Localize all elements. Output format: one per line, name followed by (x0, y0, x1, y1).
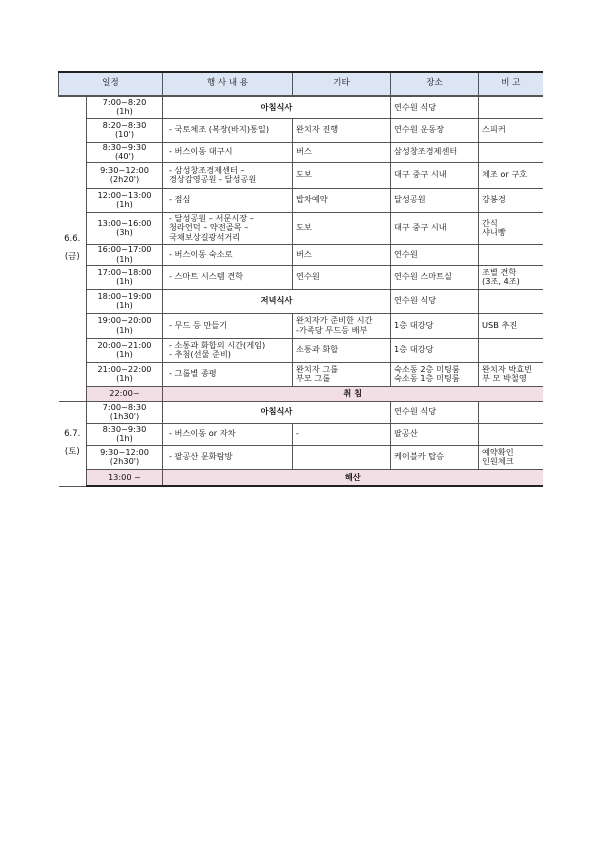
rows-9-etc-line: 완치자가 준비한 시간 (296, 315, 373, 326)
time-range: 22:00~ (109, 387, 140, 398)
duration: (10') (114, 129, 135, 139)
etc-cell (293, 265, 391, 289)
time-cell (87, 265, 163, 289)
schedule-row (59, 386, 543, 401)
time-range: 7:00~8:20 (102, 97, 147, 108)
remark-cell (479, 362, 543, 386)
time-cell (87, 313, 163, 338)
etc-cell (293, 244, 391, 265)
rows-1-etc-line: 완치자 진행 (296, 124, 339, 135)
schedule-row (59, 313, 543, 338)
time-cell (87, 244, 163, 265)
duration: (1h) (116, 106, 133, 117)
place-cell (391, 162, 479, 188)
day-weekday: (금) (64, 251, 80, 262)
day-date: 6.6. (64, 234, 81, 245)
event-cell (163, 338, 293, 362)
rows-15-place-line: 케이블카 탑승 (394, 451, 445, 462)
rows-6-etc-line: 버스 (296, 248, 312, 259)
rows-11-place-line: 숙소동 1층 미팅룸 (394, 373, 460, 383)
event-cell (163, 265, 293, 289)
rows-9-event-line: - 무드 등 만들기 (169, 319, 228, 330)
rows-4-etc-line: 밥차예약 (296, 194, 328, 205)
time-range: 9:30~12:00 (100, 446, 149, 457)
place-cell (391, 362, 479, 386)
meal-activity: 저녁식사 (163, 289, 391, 313)
rows-1-remark-line: 스피커 (482, 124, 506, 135)
rows-3-remark-line: 체조 or 구호 (482, 169, 528, 180)
rows-7-place-line: 연수원 스마트실 (394, 271, 452, 282)
rows-14-event-line: - 버스이동 or 자차 (169, 428, 236, 439)
place-cell: 연수원 식당 (391, 96, 479, 118)
remark-cell (479, 162, 543, 188)
schedule-row (59, 96, 543, 118)
schedule-row (59, 362, 543, 386)
remark-cell (479, 244, 543, 265)
duration: (1h) (116, 199, 133, 209)
schedule-row (59, 338, 543, 362)
time-cell (87, 142, 163, 162)
rows-15-remark-line: 예약확인 (482, 446, 514, 457)
remark-cell (479, 212, 543, 244)
header-place: 장소 (391, 72, 479, 96)
time-cell (87, 289, 163, 313)
time-cell (87, 362, 163, 386)
place-cell (391, 244, 479, 265)
schedule-row (59, 289, 543, 313)
rows-15-remark-line: 인원체크 (482, 456, 514, 466)
rows-11-event-line: - 그룹별 종평 (169, 368, 217, 379)
place-cell (391, 423, 479, 445)
time-range: 8:20~8:30 (102, 119, 147, 130)
rows-10-place-line: 1층 대강당 (394, 344, 434, 355)
event-cell (163, 142, 293, 162)
time-range: 19:00~20:00 (97, 315, 152, 326)
rows-2-event-line: - 버스이동 대구시 (169, 146, 233, 157)
rows-4-event-line: - 점심 (169, 194, 191, 205)
time-range: 13:00~16:00 (97, 217, 152, 228)
etc-cell (293, 362, 391, 386)
rows-9-etc-line: -가족당 무드등 배부 (296, 324, 368, 335)
rows-4-place-line: 달성공원 (394, 194, 426, 205)
etc-cell (293, 338, 391, 362)
rows-11-place-line: 숙소동 2층 미팅룸 (394, 363, 460, 374)
meal-activity: 아침식사 (163, 401, 391, 423)
schedule-row (59, 118, 543, 142)
schedule-body (59, 96, 543, 486)
rows-9-remark-line: USB 추진 (482, 319, 518, 330)
rows-10-etc-line: 소통과 화합 (296, 344, 339, 355)
merged-activity: 해산 (163, 469, 543, 486)
etc-cell (293, 313, 391, 338)
time-cell (87, 96, 163, 118)
remark-cell (479, 401, 543, 423)
event-cell (163, 445, 293, 469)
place-cell (391, 118, 479, 142)
time-range: 9:30~12:00 (100, 164, 149, 175)
remark-cell (479, 423, 543, 445)
duration: (1h) (116, 253, 133, 264)
duration: (3h) (116, 227, 133, 237)
remark-cell (479, 188, 543, 212)
duration: (40') (114, 151, 135, 161)
time-range: 18:00~19:00 (97, 290, 152, 301)
etc-cell (293, 188, 391, 212)
time-range: 12:00~13:00 (97, 189, 152, 200)
time-cell (87, 445, 163, 469)
remark-cell (479, 142, 543, 162)
rows-11-etc-line: 완치자 그룹 (296, 363, 339, 374)
time-cell (87, 386, 163, 401)
rows-11-remark-line: 완치자 박효빈 (482, 363, 533, 374)
duration: (1h) (116, 324, 133, 335)
event-cell (163, 313, 293, 338)
header-remark: 비 고 (479, 72, 543, 96)
duration: (2h30') (109, 456, 140, 466)
schedule-row (59, 423, 543, 445)
place-cell (391, 445, 479, 469)
rows-5-event-line: 국채보상길광석거리 (169, 231, 241, 242)
duration: (1h30') (109, 411, 140, 421)
day-date: 6.7. (64, 428, 81, 439)
meal-activity: 아침식사 (163, 96, 391, 118)
event-cell (163, 162, 293, 188)
rows-5-event-line: 청라언덕 – 약전골목 – (169, 222, 249, 233)
merged-activity: 취 침 (163, 386, 543, 401)
rows-6-event-line: - 버스이동 숙소로 (169, 248, 233, 259)
rows-2-place-line: 삼성창조경제센터 (394, 146, 458, 157)
header-etc: 기타 (293, 72, 391, 96)
rows-1-place-line: 연수원 운동장 (394, 124, 445, 135)
rows-5-remark-line: 샤니빵 (482, 227, 506, 237)
rows-9-place-line: 1층 대강당 (394, 319, 434, 330)
time-cell (87, 118, 163, 142)
time-cell (87, 423, 163, 445)
event-cell (163, 423, 293, 445)
header-row (59, 72, 543, 96)
header-event: 행 사 내 용 (163, 72, 293, 96)
rows-7-remark-line: (3조, 4조) (482, 276, 520, 286)
rows-7-etc-line: 연수원 (296, 271, 320, 282)
etc-cell (293, 423, 391, 445)
rows-7-remark-line: 조별 견학 (482, 266, 517, 277)
time-range: 17:00~18:00 (97, 266, 152, 277)
rows-5-place-line: 대구 중구 시내 (394, 222, 447, 233)
place-cell (391, 313, 479, 338)
event-cell (163, 244, 293, 265)
rows-7-event-line: - 스마트 시스템 견학 (169, 271, 244, 282)
rows-14-etc-line: - (296, 428, 299, 439)
schedule-row (59, 188, 543, 212)
time-cell (87, 162, 163, 188)
remark-cell (479, 96, 543, 118)
schedule-row (59, 469, 543, 486)
rows-5-remark-line: 간식 (482, 217, 498, 228)
remark-cell (479, 265, 543, 289)
place-cell (391, 265, 479, 289)
time-cell (87, 469, 163, 486)
time-range: 16:00~17:00 (97, 244, 152, 255)
schedule-row (59, 445, 543, 469)
rows-1-event-line: - 국토체조 (복장(바지)통일) (169, 124, 270, 135)
place-cell (391, 188, 479, 212)
rows-10-event-line: - 소통과 화합의 시간(게임) (169, 339, 266, 350)
rows-5-event-line: - 달성공원 – 서문시장 – (169, 213, 254, 224)
remark-cell (479, 289, 543, 313)
rows-11-etc-line: 부모 그룹 (296, 373, 331, 383)
place-cell: 연수원 식당 (391, 401, 479, 423)
etc-cell (293, 212, 391, 244)
etc-cell (293, 118, 391, 142)
event-cell (163, 212, 293, 244)
rows-3-etc-line: 도보 (296, 169, 312, 180)
place-cell (391, 212, 479, 244)
place-cell (391, 338, 479, 362)
duration: (1h) (116, 276, 133, 286)
day-cell (59, 401, 87, 486)
rows-6-place-line: 연수원 (394, 248, 418, 259)
duration: (1h) (116, 300, 133, 310)
remark-cell (479, 445, 543, 469)
rows-4-remark-line: 강봉경 (482, 194, 506, 205)
duration: (2h20') (109, 174, 140, 184)
schedule-row (59, 162, 543, 188)
remark-cell (479, 338, 543, 362)
time-range: 20:00~21:00 (97, 339, 152, 350)
time-cell (87, 212, 163, 244)
rows-5-etc-line: 도보 (296, 222, 312, 233)
place-cell: 연수원 식당 (391, 289, 479, 313)
event-cell (163, 188, 293, 212)
rows-14-place-line: 팔공산 (394, 428, 418, 439)
duration: (1h) (116, 433, 133, 443)
place-cell (391, 142, 479, 162)
time-range: 7:00~8:30 (102, 401, 147, 412)
event-cell (163, 118, 293, 142)
time-range: 13:00 ~ (107, 471, 142, 482)
rows-3-place-line: 대구 중구 시내 (394, 169, 447, 180)
time-range: 8:30~9:30 (102, 423, 147, 434)
schedule-row (59, 142, 543, 162)
time-cell (87, 401, 163, 423)
day-cell (59, 96, 87, 401)
etc-cell (293, 162, 391, 188)
etc-cell (293, 142, 391, 162)
remark-cell (479, 118, 543, 142)
time-cell (87, 338, 163, 362)
header-date: 일정 (59, 72, 163, 96)
schedule-table (58, 71, 543, 487)
time-range: 8:30~9:30 (102, 142, 147, 152)
remark-cell (479, 313, 543, 338)
schedule-row (59, 265, 543, 289)
rows-11-remark-line: 부 모 박철영 (482, 373, 527, 383)
event-cell (163, 362, 293, 386)
rows-15-event-line: - 팔공산 문화탐방 (169, 451, 233, 462)
rows-2-etc-line: 버스 (296, 146, 312, 157)
duration: (1h) (116, 349, 133, 359)
schedule-row (59, 212, 543, 244)
etc-cell (293, 445, 391, 469)
time-range: 21:00~22:00 (97, 363, 152, 374)
rows-3-event-line: 경상감영공원 - 달성공원 (169, 174, 257, 184)
schedule-row (59, 401, 543, 423)
duration: (1h) (116, 373, 133, 383)
schedule-row (59, 244, 543, 265)
time-cell (87, 188, 163, 212)
day-weekday: (토) (64, 446, 80, 457)
rows-3-event-line: - 삼성창조경제센터 – (169, 164, 245, 175)
rows-10-event-line: - 추첨(선물 준비) (169, 349, 232, 359)
